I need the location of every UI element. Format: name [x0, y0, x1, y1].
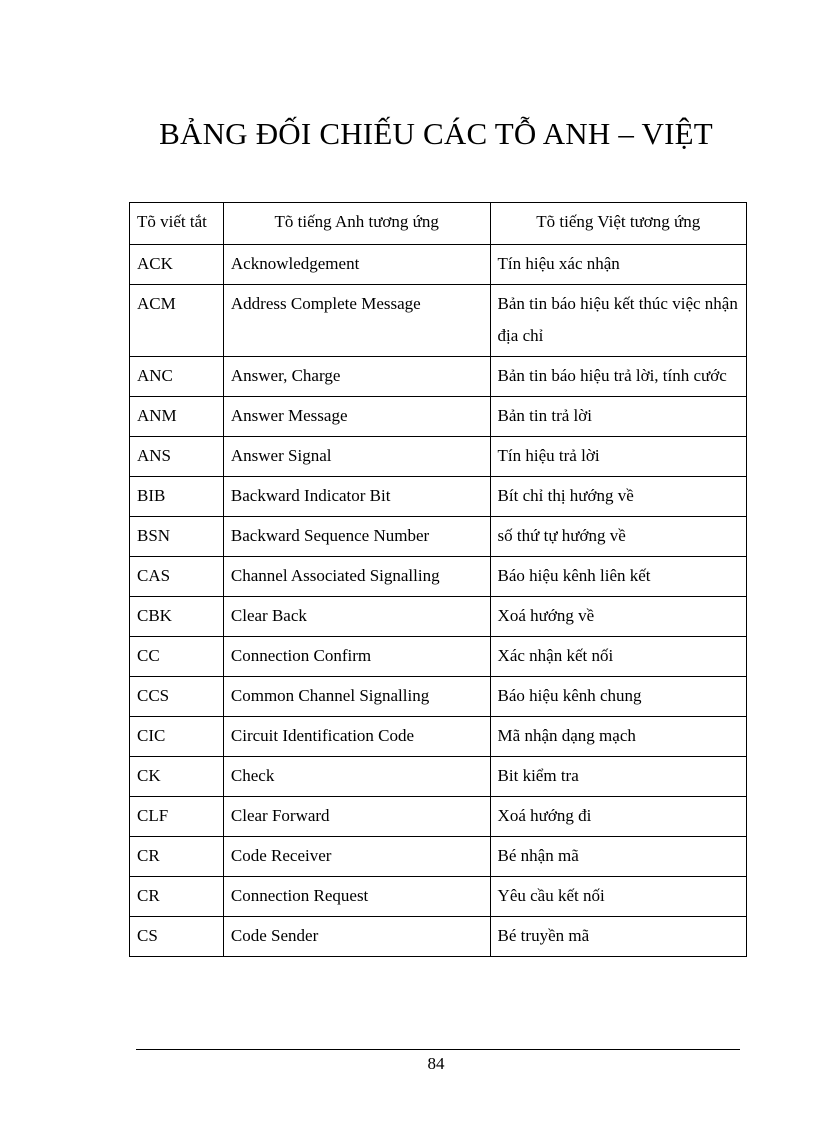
- glossary-table: [129, 202, 747, 957]
- abbreviation-cell: ANS: [130, 437, 224, 477]
- table-row: [130, 717, 747, 757]
- table-row: [130, 917, 747, 957]
- english-term-cell: Circuit Identification Code: [223, 717, 490, 757]
- table-row: [130, 677, 747, 717]
- vietnamese-term-cell: Báo hiệu kênh chung: [490, 677, 746, 717]
- table-body: [130, 245, 747, 957]
- table-row: [130, 757, 747, 797]
- english-term-cell: Address Complete Message: [223, 285, 490, 357]
- abbreviation-cell: CR: [130, 877, 224, 917]
- table-row: [130, 637, 747, 677]
- abbreviation-cell: BIB: [130, 477, 224, 517]
- table-row: [130, 797, 747, 837]
- english-term-cell: Channel Associated Signalling: [223, 557, 490, 597]
- table-row: [130, 285, 747, 357]
- abbreviation-cell: CLF: [130, 797, 224, 837]
- english-term-cell: Backward Sequence Number: [223, 517, 490, 557]
- footer-divider: [136, 1049, 740, 1050]
- page-number: 84: [427, 1054, 445, 1073]
- english-term-cell: Answer Message: [223, 397, 490, 437]
- abbreviation-cell: CK: [130, 757, 224, 797]
- header-row: [130, 203, 747, 245]
- vietnamese-term-cell: Bit kiểm tra: [490, 757, 746, 797]
- english-term-cell: Connection Request: [223, 877, 490, 917]
- header-vietnamese-term: Tõ tiếng Việt tương ứng: [490, 203, 746, 245]
- vietnamese-term-cell: Bít chỉ thị hướng về: [490, 477, 746, 517]
- table-row: [130, 477, 747, 517]
- table-row: [130, 557, 747, 597]
- header-abbreviation: Tõ viết tắt: [130, 203, 224, 245]
- vietnamese-term-cell: Bé nhận mã: [490, 837, 746, 877]
- header-english-term: Tõ tiếng Anh tương ứng: [223, 203, 490, 245]
- vietnamese-term-cell: Bé truyền mã: [490, 917, 746, 957]
- vietnamese-term-cell: Bản tin báo hiệu trả lời, tính cước: [490, 357, 746, 397]
- english-term-cell: Connection Confirm: [223, 637, 490, 677]
- vietnamese-term-cell: Bản tin trả lời: [490, 397, 746, 437]
- vietnamese-term-cell: Xoá hướng đi: [490, 797, 746, 837]
- english-term-cell: Common Channel Signalling: [223, 677, 490, 717]
- table-row: [130, 397, 747, 437]
- vietnamese-term-cell: Mã nhận dạng mạch: [490, 717, 746, 757]
- abbreviation-cell: ANM: [130, 397, 224, 437]
- english-term-cell: Code Receiver: [223, 837, 490, 877]
- vietnamese-term-cell: Tín hiệu xác nhận: [490, 245, 746, 285]
- vietnamese-term-cell: Bản tin báo hiệu kết thúc việc nhận địa chỉ: [490, 285, 746, 357]
- vietnamese-term-cell: Yêu cầu kết nối: [490, 877, 746, 917]
- abbreviation-cell: CR: [130, 837, 224, 877]
- english-term-cell: Backward Indicator Bit: [223, 477, 490, 517]
- table-row: [130, 245, 747, 285]
- vietnamese-term-cell: Xác nhận kết nối: [490, 637, 746, 677]
- abbreviation-cell: CC: [130, 637, 224, 677]
- abbreviation-cell: BSN: [130, 517, 224, 557]
- english-term-cell: Clear Forward: [223, 797, 490, 837]
- table-row: [130, 597, 747, 637]
- abbreviation-cell: CCS: [130, 677, 224, 717]
- vietnamese-term-cell: số thứ tự hướng về: [490, 517, 746, 557]
- page-title: BẢNG ĐỐI CHIẾU CÁC TỖ ANH – VIỆT: [159, 116, 713, 151]
- abbreviation-cell: CBK: [130, 597, 224, 637]
- table-row: [130, 517, 747, 557]
- english-term-cell: Answer Signal: [223, 437, 490, 477]
- english-term-cell: Answer, Charge: [223, 357, 490, 397]
- abbreviation-cell: CS: [130, 917, 224, 957]
- table-row: [130, 437, 747, 477]
- abbreviation-cell: CAS: [130, 557, 224, 597]
- english-term-cell: Code Sender: [223, 917, 490, 957]
- table-row: [130, 837, 747, 877]
- vietnamese-term-cell: Báo hiệu kênh liên kết: [490, 557, 746, 597]
- english-term-cell: Acknowledgement: [223, 245, 490, 285]
- table-header: [130, 203, 747, 245]
- table-row: [130, 877, 747, 917]
- abbreviation-cell: ACK: [130, 245, 224, 285]
- english-term-cell: Clear Back: [223, 597, 490, 637]
- abbreviation-cell: ANC: [130, 357, 224, 397]
- vietnamese-term-cell: Xoá hướng về: [490, 597, 746, 637]
- english-term-cell: Check: [223, 757, 490, 797]
- abbreviation-cell: ACM: [130, 285, 224, 357]
- vietnamese-term-cell: Tín hiệu trả lời: [490, 437, 746, 477]
- abbreviation-cell: CIC: [130, 717, 224, 757]
- table-row: [130, 357, 747, 397]
